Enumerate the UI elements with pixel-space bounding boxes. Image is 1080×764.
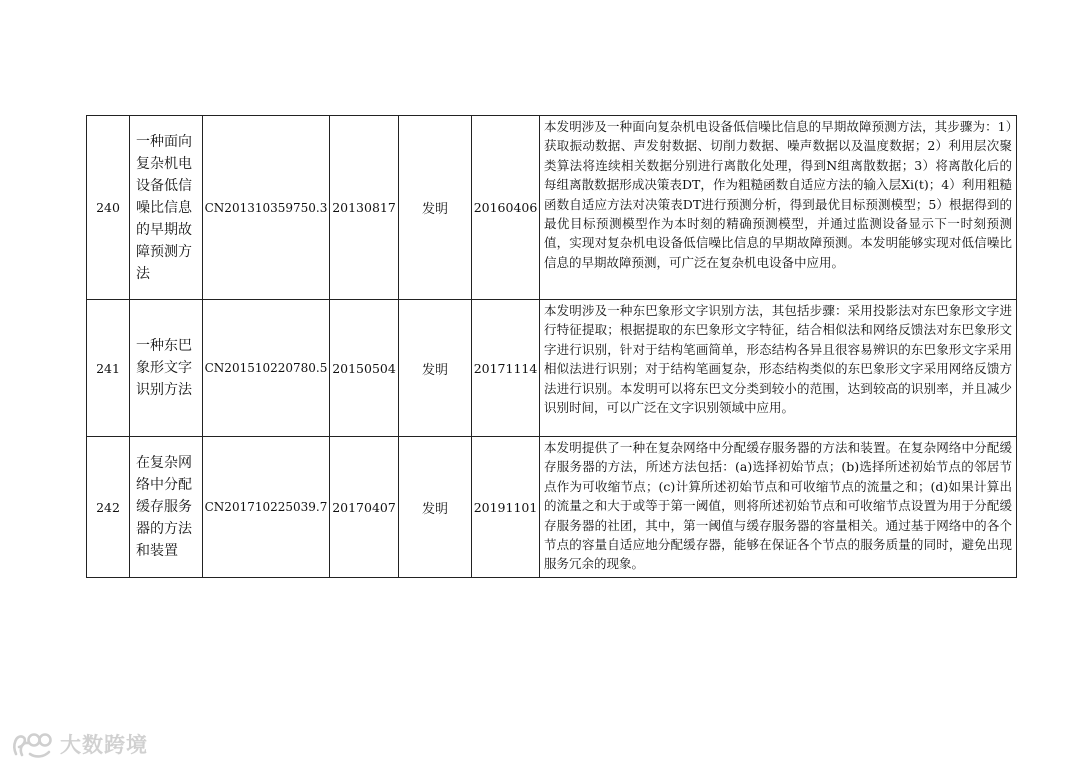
table-row <box>87 300 1017 437</box>
row-number: 241 <box>87 300 130 437</box>
patent-abstract: 本发明涉及一种面向复杂机电设备低信噪比信息的早期故障预测方法，其步骤为：1）获取振动数据、声发射数据、切削力数据、噪声数据以及温度数据；2）利用层次聚类算法将连续相关数据分别进行离散化处理，得到N组离散数据；3）将离散化后的每组离散数据形成决策表DT，作为粗糙函数自适应方法的输入层Xi(t)；4）利用粗糙函数自适应方法对决策表DT进行预测分析，得到最优目标预测模型；5）根据得到的最优目标预测模型作为本时刻的精确预测模型，并通过监测设备显示下一时刻预测值，实现对复杂机电设备低信噪比信息的早期故障预测。本发明能够实现对低信噪比信息的早期故障预测，可广泛在复杂机电设备中应用。 <box>540 116 1017 300</box>
patent-type: 发明 <box>399 116 472 300</box>
row-number: 242 <box>87 437 130 578</box>
publication-date: 20171114 <box>472 300 540 437</box>
publication-date: 20160406 <box>472 116 540 300</box>
application-number: CN201710225039.7 <box>203 437 330 578</box>
application-date: 20130817 <box>330 116 399 300</box>
table-row <box>87 116 1017 300</box>
table-row <box>87 437 1017 578</box>
patent-title: 一种面向复杂机电设备低信噪比信息的早期故障预测方法 <box>136 133 192 282</box>
patent-title: 一种东巴象形文字识别方法 <box>136 338 192 398</box>
watermark-text: 大数跨境 <box>60 733 148 757</box>
application-date: 20150504 <box>330 300 399 437</box>
patent-type: 发明 <box>399 437 472 578</box>
application-date: 20170407 <box>330 437 399 578</box>
butterfly-logo-icon <box>10 727 54 761</box>
patent-title: 在复杂网络中分配缓存服务器的方法和装置 <box>136 455 192 559</box>
patent-abstract: 本发明涉及一种东巴象形文字识别方法，其包括步骤：采用投影法对东巴象形文字进行特征提取；根据提取的东巴象形文字特征，结合相似法和网络反馈法对东巴象形文字进行识别，针对于结构笔画简单，形态结构各异且很容易辨识的东巴象形文字采用相似法进行识别；对于结构笔画复杂，形态结构类似的东巴象形文字采用网络反馈方法进行识别。本发明可以将东巴文分类到较小的范围，达到较高的识别率，并且减少识别时间，可以广泛在文字识别领域中应用。 <box>540 300 1017 437</box>
watermark <box>10 726 148 762</box>
patent-abstract: 本发明提供了一种在复杂网络中分配缓存服务器的方法和装置。在复杂网络中分配缓存服务器的方法，所述方法包括：(a)选择初始节点；(b)选择所述初始节点的邻居节点作为可收缩节点；(c)计算所述初始节点和可收缩节点的流量之和；(d)如果计算出的流量之和大于或等于第一阈值，则将所述初始节点和可收缩节点设置为用于分配缓存服务器的社团，其中，第一阈值与缓存服务器的容量相关。通过基于网络中的各个节点的容量自适应地分配缓存器，能够在保证各个节点的服务质量的同时，避免出现服务冗余的现象。 <box>540 437 1017 578</box>
application-number: CN201510220780.5 <box>203 300 330 437</box>
patent-type: 发明 <box>399 300 472 437</box>
patent-table <box>86 115 1017 578</box>
publication-date: 20191101 <box>472 437 540 578</box>
row-number: 240 <box>87 116 130 300</box>
application-number: CN201310359750.3 <box>203 116 330 300</box>
